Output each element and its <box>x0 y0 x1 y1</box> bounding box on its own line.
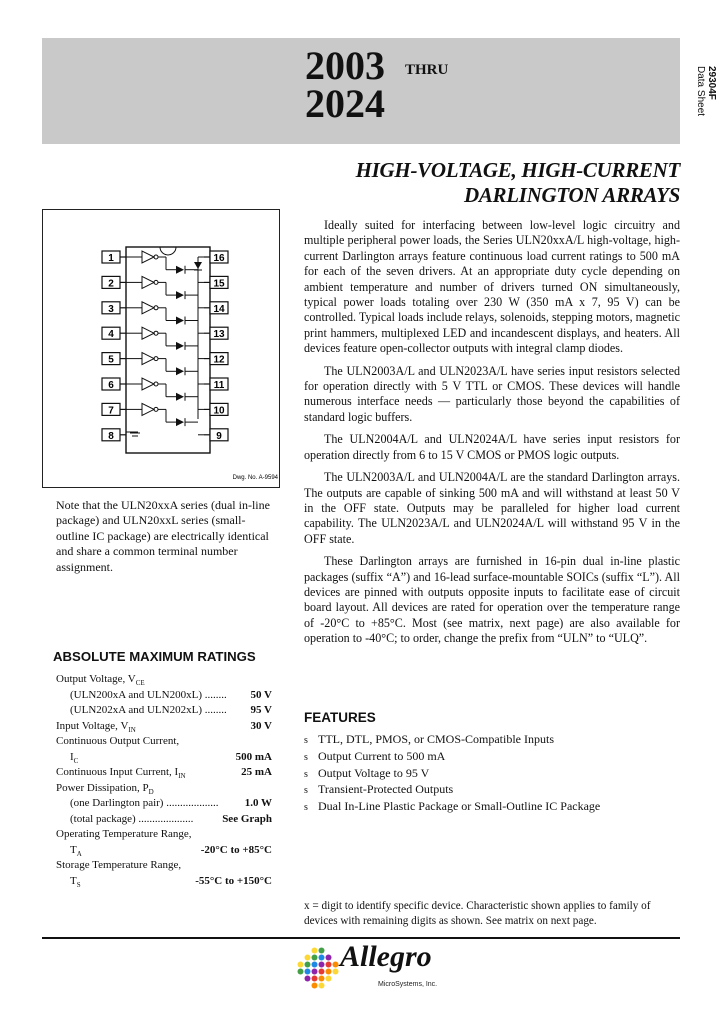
rating-label: Operating Temperature Range, <box>56 828 192 840</box>
logo-dot <box>312 948 318 954</box>
rating-value: 50 V <box>250 688 272 701</box>
rating-value: 95 V <box>250 704 272 716</box>
body-paragraph: Ideally suited for interfacing between low-level logic circuitry and multiple peripheral power loads, the Series ULN20xxA/L high-voltage, high-current Darlington arrays feature continuous load current ratings to 500 mA for each of the seven drivers. At an appropriate duty cycle depending on ambient temperature and number of drivers turned ON simultaneously, typical power loads totaling over 230 W (350 mA x 7, 95 V) can be controlled. Typical loads include relays, solenoids, stepping motors, magnetic print hammers, multiplexed LED and incandescent displays, and heaters. All devices feature open-collector outputs with integral clamp diodes. <box>304 218 680 356</box>
logo-dot <box>312 955 318 961</box>
clamp-diode <box>176 342 184 350</box>
rating-value: See Graph <box>222 812 272 825</box>
logo-dot <box>312 983 318 989</box>
logo-dot <box>319 983 325 989</box>
rating-label: (ULN202xA and ULN202xL) ........ <box>70 704 227 716</box>
logo-dot <box>333 969 339 975</box>
pin-number: 7 <box>108 405 114 417</box>
rating-label: Continuous Output Current, <box>56 735 180 747</box>
description-body <box>304 218 680 654</box>
pin-number: 16 <box>213 253 225 264</box>
logo-dot <box>319 962 325 968</box>
diagram-caption: Dwg. No. A-9594 <box>232 475 278 481</box>
logo-dot <box>333 962 339 968</box>
pin-number: 3 <box>108 303 114 315</box>
allegro-logo-mark <box>296 946 340 990</box>
rating-label: Power Dissipation, P <box>56 781 149 794</box>
body-paragraph: The ULN2003A/L and ULN2004A/L are the standard Darlington arrays. The outputs are capable of sinking 500 mA and will withstand at least 50 V in the OFF state. Outputs may be paralleled for higher load current capability. The ULN2023A/L and ULN2024A/L will withstand 95 V in the OFF state. <box>304 470 680 546</box>
pin-number: 11 <box>213 380 225 391</box>
pin-number: 10 <box>213 405 225 417</box>
logo-dot <box>312 962 318 968</box>
pin-number: 6 <box>108 380 114 391</box>
logo-dot <box>319 948 325 954</box>
logo-dot <box>319 976 325 982</box>
clamp-diode <box>176 317 184 325</box>
clamp-diode <box>176 367 184 375</box>
bullet: s <box>304 752 308 763</box>
part-number-end: 2024 <box>305 81 385 126</box>
sheet-number: 29304F <box>706 66 717 100</box>
rating-label: T <box>70 843 77 856</box>
pin-number: 5 <box>108 354 114 366</box>
chip-notch <box>160 247 176 255</box>
body-paragraph: These Darlington arrays are furnished in 16-pin dual in-line plastic packages (suffix “A”) and 16-lead surface-mountable SOICs (suffix “L”). All devices are pinned with outputs opposite inputs to facilitate ease of circuit board layout. All devices are rated for operation over the temperature range of -20°C to +85°C. Most (see matrix, next page) are also available for operation to -40°C; to order, change the prefix from “ULN” to “ULQ”. <box>304 554 680 646</box>
rating-row <box>56 796 272 810</box>
logo-dot <box>312 976 318 982</box>
rating-subscript: S <box>76 880 81 889</box>
pin-number: 4 <box>108 329 114 341</box>
pinout-diagram <box>42 209 280 488</box>
logo-dot <box>312 969 318 975</box>
rating-value: 25 mA <box>241 766 272 778</box>
rating-label: T <box>70 874 77 887</box>
rating-row <box>56 703 272 717</box>
rating-row <box>56 858 272 872</box>
pin-number: 12 <box>213 354 225 366</box>
rating-subscript: IN <box>178 772 186 781</box>
rating-subscript: A <box>76 849 82 858</box>
bullet: s <box>304 802 308 813</box>
rating-value: 500 mA <box>235 750 272 763</box>
pin-number: 14 <box>213 303 225 315</box>
bullet: s <box>304 769 308 780</box>
rating-subscript: CE <box>135 679 145 688</box>
rating-label: (one Darlington pair) ................... <box>70 797 219 809</box>
logo-subtitle: MicroSystems, Inc. <box>378 981 438 988</box>
driver-buffer <box>142 276 154 288</box>
logo-dot <box>305 976 311 982</box>
rating-value: 30 V <box>250 719 272 732</box>
logo-dot <box>305 962 311 968</box>
logo-dot <box>319 969 325 975</box>
driver-buffer <box>142 302 154 314</box>
pin-number: 13 <box>213 329 225 341</box>
rating-label: I <box>70 750 74 763</box>
driver-buffer <box>142 378 154 390</box>
driver-buffer <box>142 251 154 263</box>
package-note: Note that the ULN20xxA series (dual in-line package) and ULN20xxL series (small-outline IC package) are electrically identical and share a common terminal number assignment. <box>56 498 270 574</box>
bullet: s <box>304 735 308 746</box>
sheet-label-text: Data Sheet <box>695 66 706 117</box>
rating-row <box>56 812 272 826</box>
feature-item: s Transient-Protected Outputs <box>304 781 453 799</box>
clamp-diode <box>176 418 184 426</box>
rating-subscript: C <box>73 756 79 765</box>
rating-label: Output Voltage, V <box>56 673 136 685</box>
rating-label: (ULN200xA and ULN200xL) ........ <box>70 688 227 701</box>
driver-buffer <box>142 353 154 365</box>
logo-dot <box>298 962 304 968</box>
pin-number: 9 <box>216 430 222 442</box>
rating-row <box>56 734 272 748</box>
allegro-logo: Allegro <box>340 940 432 973</box>
part-number-start: 2003 <box>305 43 385 88</box>
page-title <box>356 158 680 208</box>
logo-dot <box>305 969 311 975</box>
body-paragraph: The ULN2003A/L and ULN2023A/L have series input resistors selected for operation directly with 5 V TTL or CMOS. These devices will handle numerous interface needs — particularly those beyond the capabilities of standard logic buffers. <box>304 363 680 424</box>
logo-dot <box>326 962 332 968</box>
thru-label: THRU <box>405 62 449 78</box>
pin-number: 1 <box>108 253 114 264</box>
rating-value: -20°C to +85°C <box>200 843 272 856</box>
rating-row <box>56 874 272 892</box>
rating-label: Input Voltage, V <box>56 719 129 732</box>
bullet: s <box>304 785 308 796</box>
rating-label: Continuous Input Current, I <box>56 766 179 778</box>
rating-value: 1.0 W <box>244 797 272 809</box>
feature-item: s Output Voltage to 95 V <box>304 765 429 783</box>
rating-row <box>56 688 272 702</box>
data-sheet-label <box>688 66 718 166</box>
logo-dot <box>298 969 304 975</box>
pin-number: 2 <box>108 278 114 290</box>
rating-value: -55°C to +150°C <box>195 874 272 887</box>
footnote: x = digit to identify specific device. Characteristic shown applies to family of devices with remaining digits as shown. See matrix on next page. <box>304 900 651 928</box>
pin-number: 15 <box>213 278 225 290</box>
footer-rule <box>42 937 680 939</box>
clamp-diode <box>176 266 184 274</box>
logo-dot <box>305 955 311 961</box>
feature-item: s Output Current to 500 mA <box>304 748 445 766</box>
feature-item: s Dual In-Line Plastic Package or Small-Outline IC Package <box>304 798 600 816</box>
clamp-diode <box>176 393 184 401</box>
driver-buffer <box>142 403 154 415</box>
logo-dot <box>326 976 332 982</box>
clamp-diode <box>176 291 184 299</box>
driver-buffer <box>142 327 154 339</box>
rating-label: Storage Temperature Range, <box>56 859 182 871</box>
rating-subscript: IN <box>128 725 136 734</box>
title-line-1: HIGH-VOLTAGE, HIGH-CURRENT <box>355 158 680 182</box>
rating-label: (total package) .................... <box>70 812 194 825</box>
pin-number: 8 <box>108 430 114 442</box>
title-line-2: DARLINGTON ARRAYS <box>463 183 680 207</box>
logo-dot <box>326 955 332 961</box>
logo-dot <box>326 969 332 975</box>
rating-row <box>56 827 272 841</box>
body-paragraph: The ULN2004A/L and ULN2024A/L have series input resistors for operation directly from 6 to 15 V CMOS or PMOS logic outputs. <box>304 432 680 462</box>
rating-subscript: D <box>148 787 154 796</box>
logo-dot <box>319 955 325 961</box>
feature-item: s TTL, DTL, PMOS, or CMOS-Compatible Inputs <box>304 731 554 749</box>
ratings-title: ABSOLUTE MAXIMUM RATINGS <box>53 649 256 664</box>
features-title: FEATURES <box>304 710 376 725</box>
